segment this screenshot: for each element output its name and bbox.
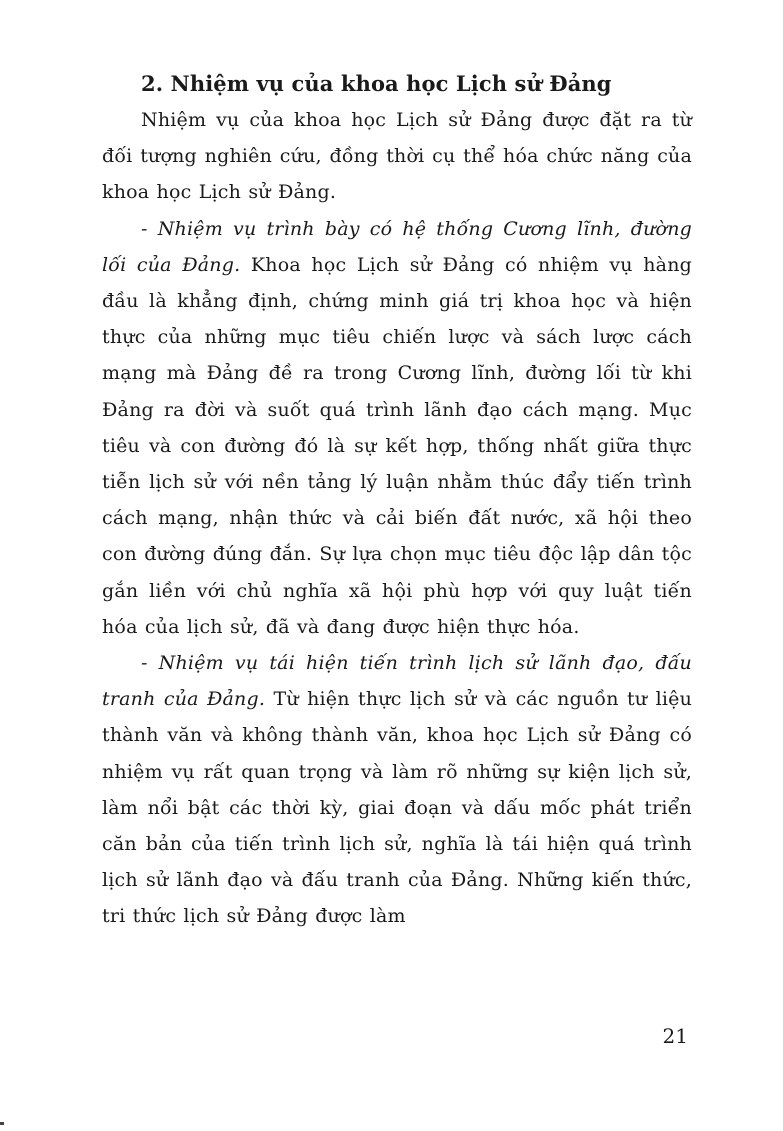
paragraph-intro-text: Nhiệm vụ của khoa học Lịch sử Đảng được đặt ra từ đối tượng nghiên cứu, đồng thời cụ thể hóa chức năng của khoa học Lịch sử Đảng.	[102, 109, 692, 204]
paragraph-task-history-text: Từ hiện thực lịch sử và các nguồn tư liệu thành văn và không thành văn, khoa học Lịch sử Đảng có nhiệm vụ rất quan trọng và làm rõ những sự kiện lịch sử, làm nổi bật các thời kỳ, giai đoạn và dấu mốc phát triển căn bản của tiến trình lịch sử, nghĩa là tái hiện quá trình lịch sử lãnh đạo và đấu tranh của Đảng. Những kiến thức, tri thức lịch sử Đảng được làm	[102, 688, 693, 928]
paragraph-task-history-lead: - Nhiệm vụ tái hiện tiến trình lịch sử lãnh đạo, đấu tranh của Đảng.	[102, 652, 692, 711]
page-number: 21	[662, 1024, 688, 1048]
paragraph-task-program-text: Khoa học Lịch sử Đảng có nhiệm vụ hàng đầu là khẳng định, chứng minh giá trị khoa học và hiện thực của những mục tiêu chiến lược và sách lược cách mạng mà Đảng đề ra trong Cương lĩnh, đường lối từ khi Đảng ra đời và suốt quá trình lãnh đạo cách mạng. Mục tiêu và con đường đó là sự kết hợp, thống nhất giữa thực tiễn lịch sử với nền tảng lý luận nhằm thúc đẩy tiến trình cách mạng, nhận thức và cải biến đất nước, xã hội theo con đường đúng đắn. Sự lựa chọn mục tiêu độc lập dân tộc gắn liền với chủ nghĩa xã hội phù hợp với quy luật tiến hóa của lịch sử, đã và đang được hiện thực hóa.	[102, 253, 693, 638]
paragraph-task-program	[102, 211, 692, 645]
section-heading: 2. Nhiệm vụ của khoa học Lịch sử Đảng	[141, 71, 612, 96]
paragraph-intro	[102, 102, 692, 211]
paragraph-task-program-lead: - Nhiệm vụ trình bày có hệ thống Cương lĩnh, đường lối của Đảng.	[102, 217, 692, 276]
scan-mark	[0, 1122, 4, 1125]
paragraph-task-history	[102, 645, 692, 935]
page-body	[102, 66, 692, 935]
